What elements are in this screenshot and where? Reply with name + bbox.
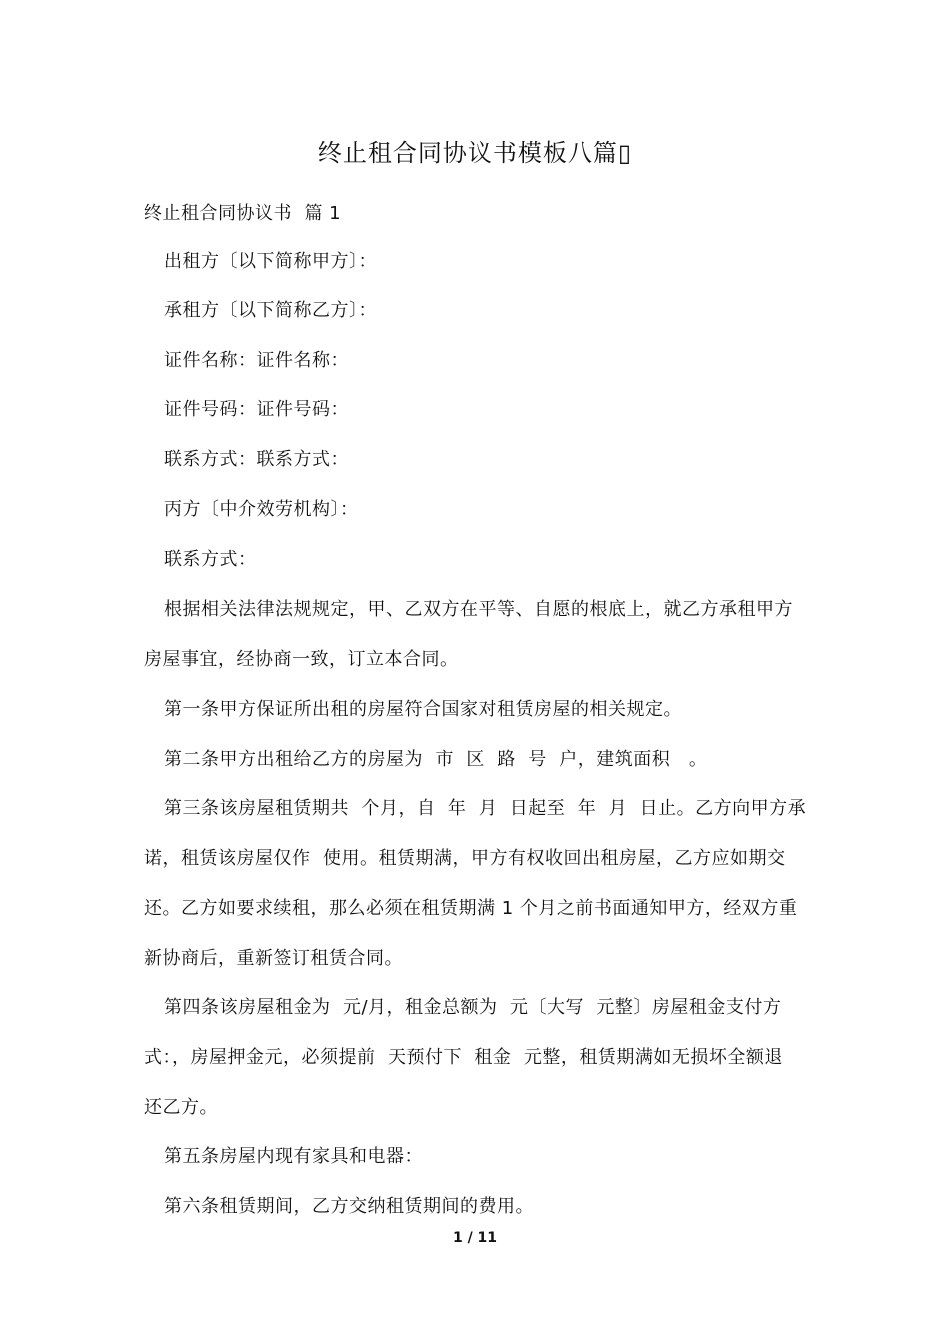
section-heading: 终止租合同协议书 篇 1	[144, 203, 342, 224]
paragraph-line: 第一条甲方保证所出租的房屋符合国家对租赁房屋的相关规定。	[164, 699, 682, 720]
paragraph-line: 还。乙方如要求续租，那么必须在租赁期满 1 个月之前书面通知甲方，经双方重	[144, 898, 798, 919]
document-title	[0, 136, 950, 170]
document-title-text: 终止租合同协议书模板八篇	[317, 139, 618, 167]
paragraph-line: 第四条该房屋租金为 元/月，租金总额为 元〔大写 元整〕房屋租金支付方	[164, 997, 782, 1018]
paragraph-line: 房屋事宜，经协商一致，订立本合同。	[144, 649, 459, 670]
paragraph-line: 证件名称：证件名称：	[164, 350, 349, 371]
paragraph-line: 承租方〔以下简称乙方〕：	[164, 300, 377, 321]
paragraph-line: 还乙方。	[144, 1097, 218, 1118]
paragraph-line: 第三条该房屋租赁期共 个月，自 年 月 日起至 年 月 日止。乙方向甲方承	[164, 798, 807, 819]
paragraph-line: 第五条房屋内现有家具和电器：	[164, 1146, 423, 1167]
paragraph-line: 联系方式：	[164, 549, 257, 570]
paragraph-line: 联系方式：联系方式：	[164, 449, 349, 470]
paragraph-line: 出租方〔以下简称甲方〕：	[164, 251, 377, 272]
paragraph-line: 诺，租赁该房屋仅作 使用。租赁期满，甲方有权收回出租房屋，乙方应如期交	[144, 848, 786, 869]
paragraph-line: 第六条租赁期间，乙方交纳租赁期间的费用。	[164, 1196, 534, 1217]
paragraph-line: 新协商后，重新签订租赁合同。	[144, 948, 403, 969]
paragraph-line: 第二条甲方出租给乙方的房屋为 市 区 路 号 户，建筑面积 。	[164, 749, 708, 770]
paragraph-line: 证件号码：证件号码：	[164, 399, 349, 420]
paragraph-line: 根据相关法律法规规定，甲、乙双方在平等、自愿的根底上，就乙方承租甲方	[164, 599, 793, 620]
missing-glyph-icon: ▯	[617, 139, 633, 167]
paragraph-line: 式：，房屋押金元，必须提前 天预付下 租金 元整，租赁期满如无损坏全额退	[144, 1047, 783, 1068]
page-number: 1 / 11	[452, 1230, 498, 1246]
paragraph-line: 丙方〔中介效劳机构〕：	[164, 499, 359, 520]
